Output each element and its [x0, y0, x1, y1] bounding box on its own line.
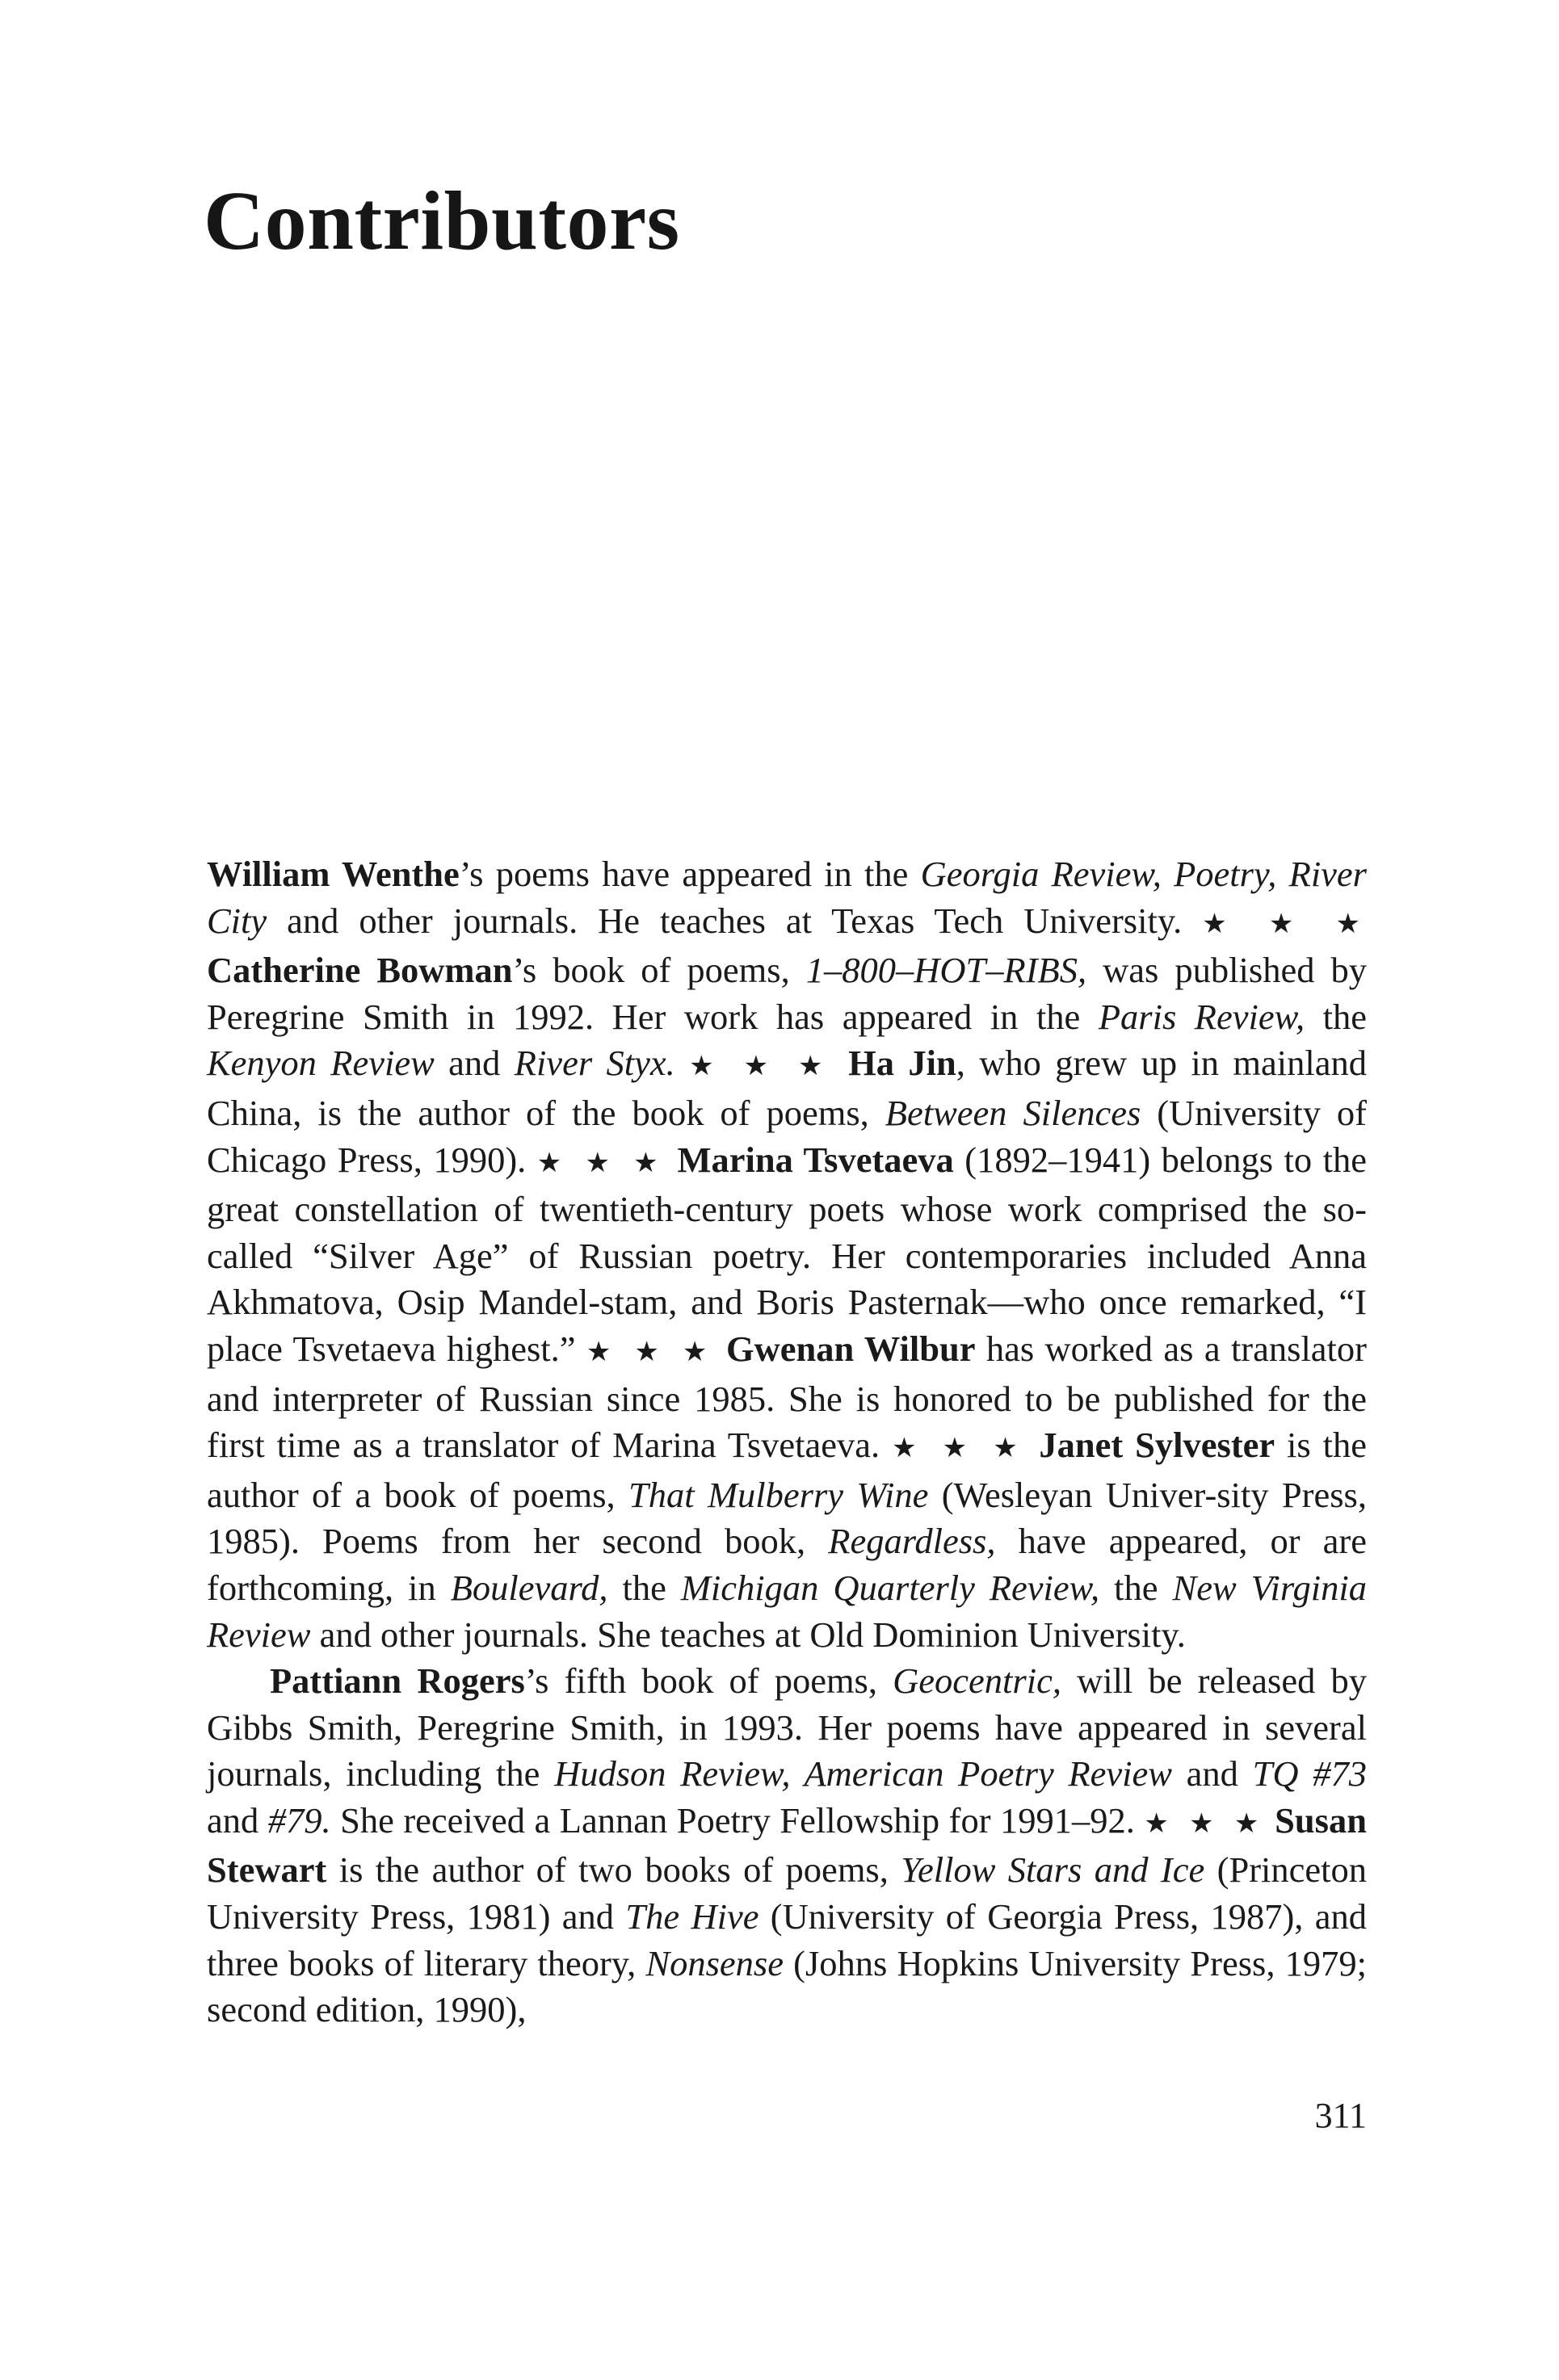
contributor-name: Gwenan Wilbur [725, 1328, 976, 1369]
body-text: , who grew up in mainland China, is the author of the book of poems, [207, 1043, 1367, 1133]
publication-title: Michigan Quarterly Review, [680, 1567, 1100, 1608]
page-title: Contributors [204, 174, 680, 267]
publication-title: New Virginia Review [207, 1567, 1367, 1655]
publication-title: Boulevard, [450, 1567, 608, 1608]
body-text: is the author of a book of poems, [207, 1425, 1368, 1515]
star-separator-icon: ★ ★ ★ [1202, 909, 1367, 939]
body-text: and [1171, 1753, 1253, 1794]
publication-title: Nonsense [645, 1942, 784, 1983]
publication-title: 1–800–HOT–RIBS, [805, 950, 1087, 991]
contributor-name: Catherine Bowman [207, 950, 513, 991]
contributor-name: Pattiann Rogers [270, 1660, 525, 1702]
star-separator-icon: ★ ★ ★ [536, 1148, 666, 1178]
publication-title: #79. [267, 1799, 331, 1841]
publication-title: Hudson Review, American Poetry Review [554, 1753, 1172, 1794]
body-text [666, 1140, 677, 1180]
body-text: and other journals. He teaches at Texas Tech University. [267, 900, 1203, 941]
body-text: and other journals. She teaches at Old Dominion University. [310, 1614, 1186, 1655]
body-text: (University of Georgia Press, 1987), and three books of literary theory, [207, 1896, 1367, 1983]
publication-title: Paris Review, [1098, 996, 1305, 1037]
contributors-text [207, 851, 1367, 2034]
publication-title: Kenyon Review [207, 1043, 435, 1084]
body-text [834, 1043, 848, 1083]
publication-title: The Hive [625, 1896, 759, 1937]
publication-title: TQ #73 [1252, 1753, 1367, 1794]
body-text [716, 1329, 726, 1369]
body-text: ’s book of poems, [512, 950, 806, 991]
body-text [1027, 1425, 1039, 1465]
page-number: 311 [1314, 2096, 1367, 2135]
body-text: (University of Chicago Press, 1990). [207, 1092, 1367, 1180]
body-text: have appeared, or are forthcoming, in [207, 1521, 1367, 1608]
publication-title: Between Silences [885, 1092, 1141, 1133]
star-separator-icon: ★ ★ ★ [1144, 1808, 1266, 1839]
body-text: has worked as a translator and interpreter of Russian since 1985. She is honored to be published for the first time as a translator of Marina Tsvetaeva. [207, 1328, 1367, 1466]
body-text: She received a Lannan Poetry Fellowship for 1991–92. [330, 1799, 1145, 1841]
body-text: the [607, 1567, 681, 1608]
contributor-name: Marina Tsvetaeva [677, 1139, 954, 1180]
body-text: ’s poems have appeared in the [459, 854, 921, 894]
publication-title: Georgia Review, Poetry, River City [207, 854, 1368, 941]
body-text: was published by Peregrine Smith in 1992. Her work has appeared in the [207, 950, 1367, 1037]
star-separator-icon: ★ ★ ★ [586, 1337, 716, 1367]
contributor-name: Susan Stewart [207, 1799, 1367, 1891]
body-text [675, 1043, 689, 1083]
publication-title: Geocentric, [893, 1660, 1061, 1702]
body-text: and [207, 1799, 268, 1841]
contributor-name: William Wenthe [207, 854, 460, 894]
contributor-name: Janet Sylvester [1039, 1425, 1275, 1466]
body-text: ’s fifth book of poems, [524, 1660, 893, 1702]
star-separator-icon: ★ ★ ★ [689, 1051, 834, 1082]
body-text: (Wesleyan Univer-sity Press, 1985). Poems from her second book, [207, 1474, 1367, 1562]
contributor-paragraph [207, 851, 1367, 1658]
publication-title: That Mulberry Wine [628, 1474, 929, 1515]
contributor-name: Ha Jin [848, 1043, 956, 1084]
body-text: and [434, 1043, 515, 1084]
body-text [1266, 1800, 1275, 1841]
publication-title: Yellow Stars and Ice [901, 1849, 1205, 1891]
body-text: will be released by Gibbs Smith, Peregrine Smith, in 1993. Her poems have appeared in several journals, including the [207, 1660, 1368, 1794]
body-text: is the author of two books of poems, [326, 1849, 901, 1891]
body-text: the [1305, 996, 1367, 1037]
body-text: the [1099, 1567, 1173, 1608]
body-text: (Johns Hopkins University Press, 1979; second edition, 1990), [207, 1942, 1367, 2030]
star-separator-icon: ★ ★ ★ [892, 1433, 1027, 1464]
body-text: (Princeton University Press, 1981) and [207, 1849, 1367, 1937]
contributor-paragraph [207, 1658, 1367, 2034]
body-text: (1892–1941) belongs to the great constellation of twentieth-century poets whose work comprised the so-called “Silver Age” of Russian poetry. Her contemporaries included Anna Akhmatova, Osip Mandel-stam, and Boris Pasternak—who once remarked, “I place Tsvetaeva highest.” [207, 1139, 1367, 1369]
publication-title: Regardless, [828, 1521, 996, 1562]
publication-title: River Styx. [514, 1043, 675, 1084]
